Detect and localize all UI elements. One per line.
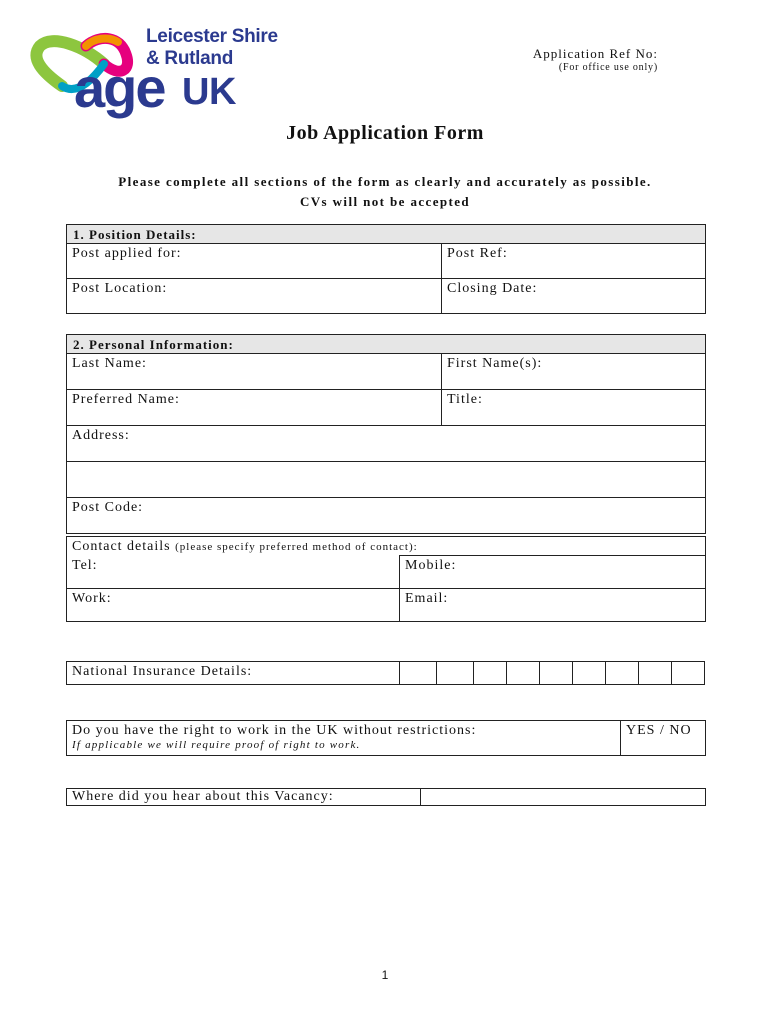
logo-age: age [74, 56, 165, 119]
vacancy-question: Where did you hear about this Vacancy: [67, 789, 421, 806]
work-field[interactable]: Work: [67, 588, 400, 621]
age-uk-logo [22, 24, 282, 124]
section-heading: 1. Position Details: [67, 225, 706, 244]
ni-box[interactable] [671, 662, 704, 685]
ni-box[interactable] [400, 662, 437, 685]
mobile-field[interactable]: Mobile: [400, 556, 706, 589]
first-name-field[interactable]: First Name(s): [442, 354, 706, 390]
post-applied-field[interactable]: Post applied for: [67, 244, 442, 279]
yes-no-field[interactable]: YES / NO [621, 721, 706, 756]
vacancy-table [66, 788, 706, 806]
logo-uk: UK [182, 71, 236, 113]
ni-box[interactable] [606, 662, 639, 685]
vacancy-answer-field[interactable] [421, 789, 706, 806]
contact-details-table [66, 536, 706, 622]
office-use-note: (For office use only) [558, 62, 658, 73]
ni-box[interactable] [540, 662, 573, 685]
post-code-field[interactable]: Post Code: [67, 498, 706, 534]
ni-box[interactable] [573, 662, 606, 685]
preferred-name-field[interactable]: Preferred Name: [67, 390, 442, 426]
last-name-field[interactable]: Last Name: [67, 354, 442, 390]
right-to-work-table [66, 720, 706, 756]
page-title: Job Application Form [286, 122, 484, 144]
application-ref-label: Application Ref No: [532, 46, 658, 61]
ni-label: National Insurance Details: [67, 662, 400, 685]
ni-box[interactable] [507, 662, 540, 685]
instructions: Please complete all sections of the form as clearly and accurately as possible. CVs will not be accepted [118, 174, 652, 209]
ni-box[interactable] [437, 662, 474, 685]
post-location-field[interactable]: Post Location: [67, 279, 442, 314]
tel-field[interactable]: Tel: [67, 556, 400, 589]
page-number: 1 [381, 968, 389, 982]
address-field[interactable]: Address: [67, 426, 706, 462]
position-details-table [66, 224, 706, 314]
ni-table [66, 661, 705, 685]
address-line-2[interactable] [67, 462, 706, 498]
email-field[interactable]: Email: [400, 588, 706, 621]
title-field[interactable]: Title: [442, 390, 706, 426]
right-to-work-question: Do you have the right to work in the UK without restrictions: If applicable we will require proof of right to work. [67, 721, 621, 756]
contact-details-label: Contact details (please specify preferred method of contact): [67, 537, 706, 556]
post-ref-field[interactable]: Post Ref: [442, 244, 706, 279]
ni-box[interactable] [474, 662, 507, 685]
personal-information-table [66, 334, 706, 534]
ni-box[interactable] [639, 662, 672, 685]
section-heading: 2. Personal Information: [67, 335, 706, 354]
closing-date-field[interactable]: Closing Date: [442, 279, 706, 314]
logo-region: Leicester Shire & Rutland [146, 26, 278, 69]
